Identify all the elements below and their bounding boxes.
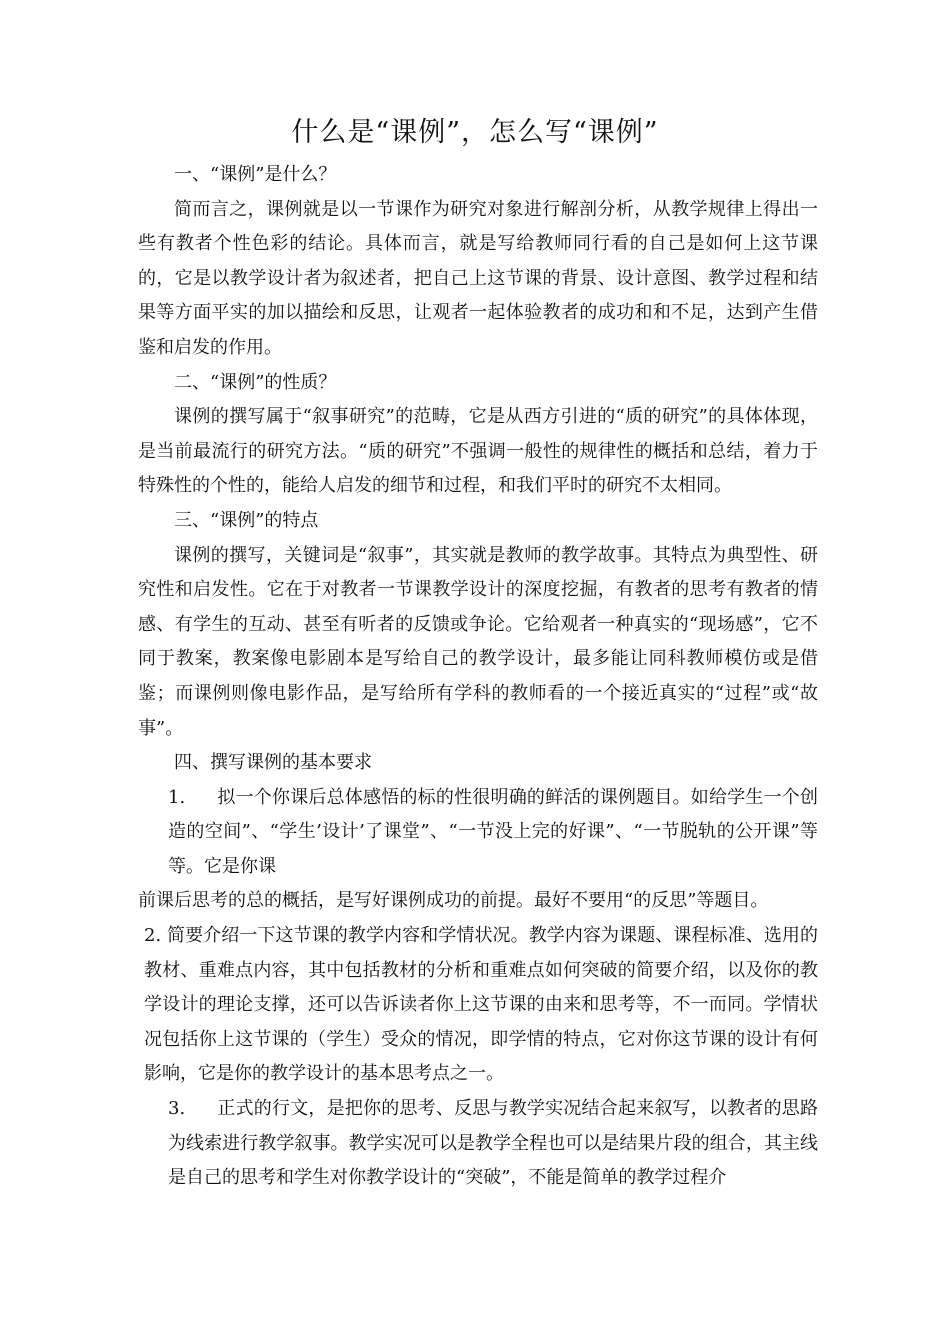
section-heading-4: 四、撰写课例的基本要求 [174,752,372,774]
section-heading-3: 三、“课例”的特点 [174,509,319,531]
requirement-text: 拟一个你课后总体感悟的标的性很明确的鲜活的课例题目。如给学生一个创造的空间”、“学生’设计’了课堂”、“一节没上完的好课”、“一节脱轨的公开课”等等。它是你课 [168,786,818,877]
requirement-text: 正式的行文，是把你的思考、反思与教学实况结合起来叙写，以教者的思路为线索进行教学叙事。教学实况可以是教学全程也可以是结果片段的组合，其主线是自己的思考和学生对你教学设计的“突破”，不能是简单的教学过程介 [168,1098,818,1189]
document-body [138,158,818,1196]
requirement-item-1-continuation: 前课后思考的总的概括，是写好课例成功的前提。最好不要用“的反思”等题目。 [138,890,769,912]
requirement-number: 3. [168,1098,186,1120]
section-paragraph-1: 简而言之，课例就是以一节课作为研究对象进行解剖分析，从教学规律上得出一些有教者个性色彩的结论。具体而言，就是写给教师同行看的自己是如何上这节课的，它是以教学设计者为叙述者，把自己上这节课的背景、设计意图、教学过程和结果等方面平实的加以描绘和反思，让观者一起体验教者的成功和和不足，达到产生借鉴和启发的作用。 [138,198,818,358]
section-heading-1: 一、“课例”是什么？ [174,164,337,185]
requirement-number: 1. [168,786,186,808]
requirement-number: 2. [144,925,162,947]
section-paragraph-2: 课例的撰写属于“叙事研究”的范畴，它是从西方引进的“质的研究”的具体体现，是当前最流行的研究方法。“质的研究”不强调一般性的规律性的概括和总结，着力于特殊性的个性的，能给人启发的细节和过程，和我们平时的研究不太相同。 [138,406,818,497]
section-paragraph-3: 课例的撰写，关键词是“叙事”，其实就是教师的教学故事。其特点为典型性、研究性和启发性。它在于对教者一节课教学设计的深度挖掘，有教者的思考有教者的情感、有学生的互动、甚至有听者的反馈或争论。它给观者一种真实的“现场感”，它不同于教案，教案像电影剧本是写给自己的教学设计，最多能让同科教师模仿或是借鉴；而课例则像电影作品，是写给所有学科的教师看的一个接近真实的“过程”或“故事”。 [138,544,818,739]
section-heading-2: 二、“课例”的性质？ [174,371,337,393]
requirement-item-3 [138,1092,818,1196]
requirement-item-1 [138,781,818,885]
document-title: 什么是“课例”，怎么写“课例” [291,117,659,148]
requirement-text: 简要介绍一下这节课的教学内容和学情状况。教学内容为课题、课程标准、选用的教材、重难点内容，其中包括教材的分析和重难点如何突破的简要介绍，以及你的教学设计的理论支撑，还可以告诉读者你上这节课的由来和思考等，不一而同。学情状况包括你上这节课的（学生）受众的情况，即学情的特点，它对你这节课的设计有何影响，它是你的教学设计的基本思考点之一。 [144,925,818,1085]
requirement-item-2 [138,919,818,1092]
